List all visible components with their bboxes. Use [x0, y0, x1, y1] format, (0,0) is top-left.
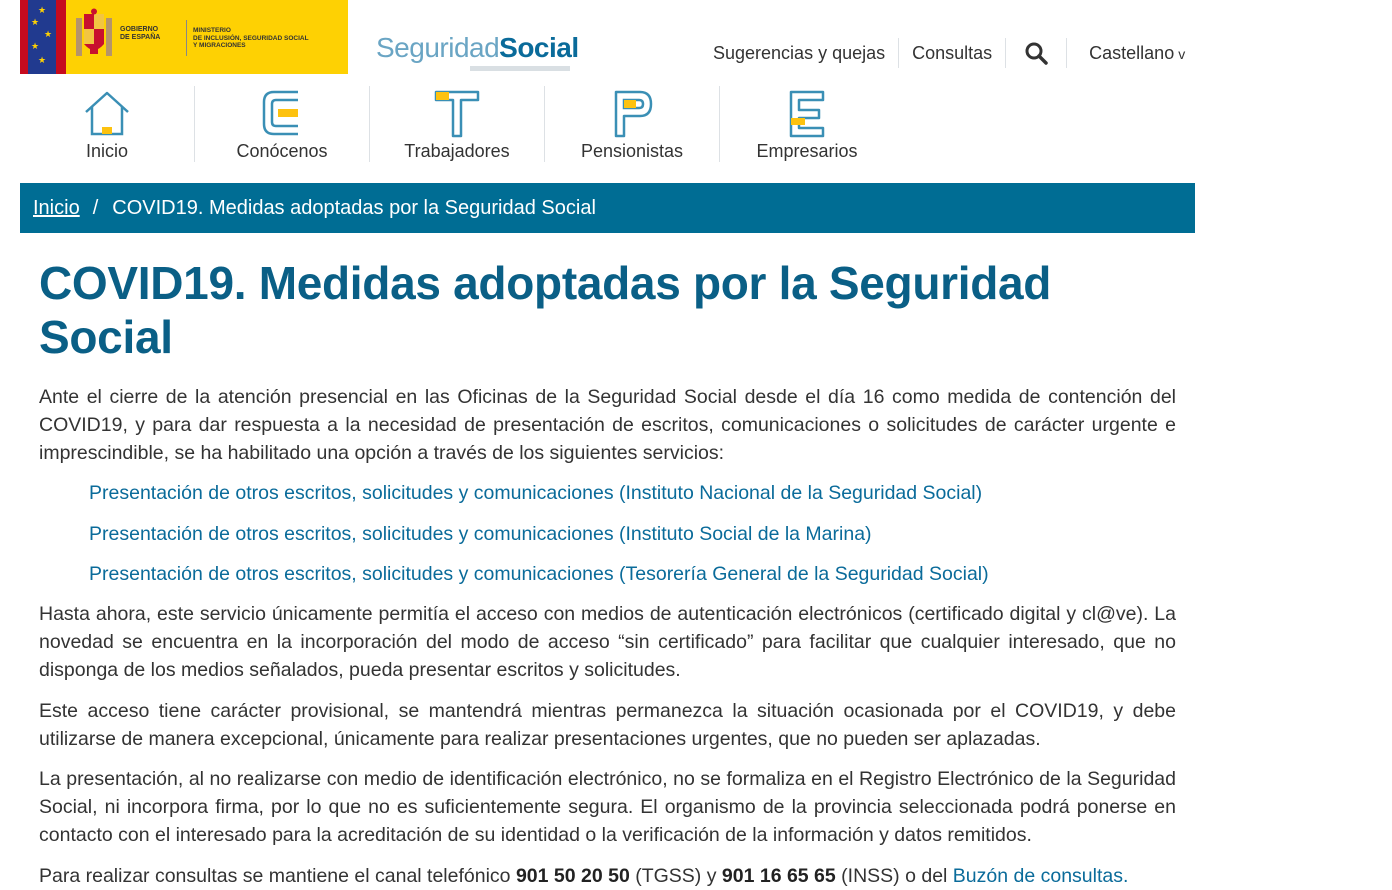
seguridad-social-logo[interactable]: [376, 32, 579, 64]
nav-item-conocenos[interactable]: [194, 86, 369, 162]
star-icon: ★: [44, 29, 53, 39]
letter-p-icon: [606, 88, 658, 138]
chevron-down-icon: v: [1178, 46, 1186, 62]
nav-label: Empresarios: [756, 141, 858, 161]
search-button[interactable]: [1006, 41, 1066, 65]
inss-service-link[interactable]: Presentación de otros escritos, solicitudes y comunicaciones (Instituto Nacional de la Seguridad Social): [89, 482, 983, 504]
language-label: Castellano: [1089, 43, 1175, 63]
nav-item-inicio[interactable]: [20, 86, 194, 162]
top-nav: [700, 40, 1185, 66]
gobierno-text: GOBIERNO DE ESPAÑA: [120, 26, 161, 41]
language-selector[interactable]: [1067, 40, 1185, 66]
star-icon: ★: [31, 17, 40, 27]
letter-c-icon: [256, 88, 308, 138]
contact-text: (INSS) o del: [835, 864, 953, 887]
ministerio-text: MINISTERIO DE INCLUSIÓN, SEGURIDAD SOCIAL Y MIGRACIONES: [193, 27, 309, 49]
nav-item-trabajadores[interactable]: [369, 86, 544, 162]
star-icon: ★: [38, 55, 47, 65]
breadcrumb: [20, 183, 1195, 233]
phone-tgss: 901 50 20 50: [515, 864, 630, 887]
brand-part2: Social: [499, 32, 579, 63]
main-content: [39, 256, 1176, 890]
house-icon: [81, 88, 133, 138]
eu-flag: [28, 0, 56, 74]
nav-label: Inicio: [85, 141, 129, 161]
paragraph-contact: [39, 862, 1176, 890]
letter-e-icon: [781, 88, 833, 138]
logo-divider: [186, 20, 187, 56]
nav-label: Pensionistas: [580, 141, 684, 161]
flag-stripe: [20, 0, 28, 74]
search-icon: [1024, 41, 1048, 65]
breadcrumb-home-link[interactable]: Inicio: [33, 196, 80, 219]
paragraph-security: La presentación, al no realizarse con medio de identificación electrónico, no se formaliza en el Registro Electrónico de la Seguridad Social, ni incorpora firma, por lo que no es suficientemente segura. El organismo de la provincia seleccionada podrá ponerse en contacto con el interesado para la acreditación de su identidad o la verificación de la información y datos remitidos.: [39, 767, 1176, 846]
paragraph-provisional: Este acceso tiene carácter provisional, se mantendrá mientras permanezca la situación ocasionada por el COVID19, y debe utilizarse de manera excepcional, únicamente para realizar presentaciones urgentes, que no pueden ser aplazadas.: [39, 699, 1176, 750]
breadcrumb-separator: /: [92, 196, 99, 219]
intro-paragraph: Ante el cierre de la atención presencial en las Oficinas de la Seguridad Social desde el día 16 como medida de contención del COVID19, y para dar respuesta a la necesidad de presentación de escritos, comunicaciones o solicitudes de carácter urgente e imprescindible, se ha habilitado una opción a través de los siguientes servicios:: [39, 386, 1176, 464]
consultas-link[interactable]: Consultas: [912, 43, 993, 63]
breadcrumb-current: COVID19. Medidas adoptadas por la Seguridad Social: [112, 196, 596, 219]
nav-label: Trabajadores: [404, 141, 510, 161]
tgss-service-link[interactable]: Presentación de otros escritos, solicitudes y comunicaciones (Tesorería General de la Seguridad Social): [89, 563, 989, 585]
contact-text: (TGSS) y: [629, 864, 722, 887]
nav-label: Conócenos: [236, 141, 328, 161]
nav-item-empresarios[interactable]: [719, 86, 894, 162]
ism-service-link[interactable]: Presentación de otros escritos, solicitudes y comunicaciones (Instituto Social de la Marina): [89, 522, 872, 545]
logo-underline: [470, 66, 570, 71]
star-icon: ★: [31, 41, 40, 51]
coat-of-arms-icon: [72, 8, 116, 64]
letter-t-icon: [431, 88, 483, 138]
paragraph-access: Hasta ahora, este servicio únicamente permitía el acceso con medios de autenticación electrónicos (certificado digital y cl@ve). La novedad se encuentra en la incorporación del modo de acceso “sin certificado” para facilitar que cualquier interesado, que no disponga de los medios señalados, pueda presentar escritos y solicitudes.: [39, 602, 1176, 681]
phone-inss: 901 16 65 65: [721, 864, 836, 887]
service-links: [89, 479, 1176, 588]
buzon-consultas-link[interactable]: Buzón de consultas: [952, 864, 1123, 887]
star-icon: ★: [38, 5, 47, 15]
brand-part1: Seguridad: [376, 32, 500, 63]
contact-text: Para realizar consultas se mantiene el canal telefónico: [39, 864, 516, 887]
flag-stripe: [56, 0, 66, 74]
page-title: COVID19. Medidas adoptadas por la Seguridad Social: [39, 257, 1052, 363]
main-nav: [20, 86, 894, 162]
contact-text: .: [1123, 864, 1129, 887]
nav-item-pensionistas[interactable]: [544, 86, 719, 162]
sugerencias-link[interactable]: Sugerencias y quejas: [713, 43, 886, 63]
government-logo[interactable]: [20, 0, 348, 74]
